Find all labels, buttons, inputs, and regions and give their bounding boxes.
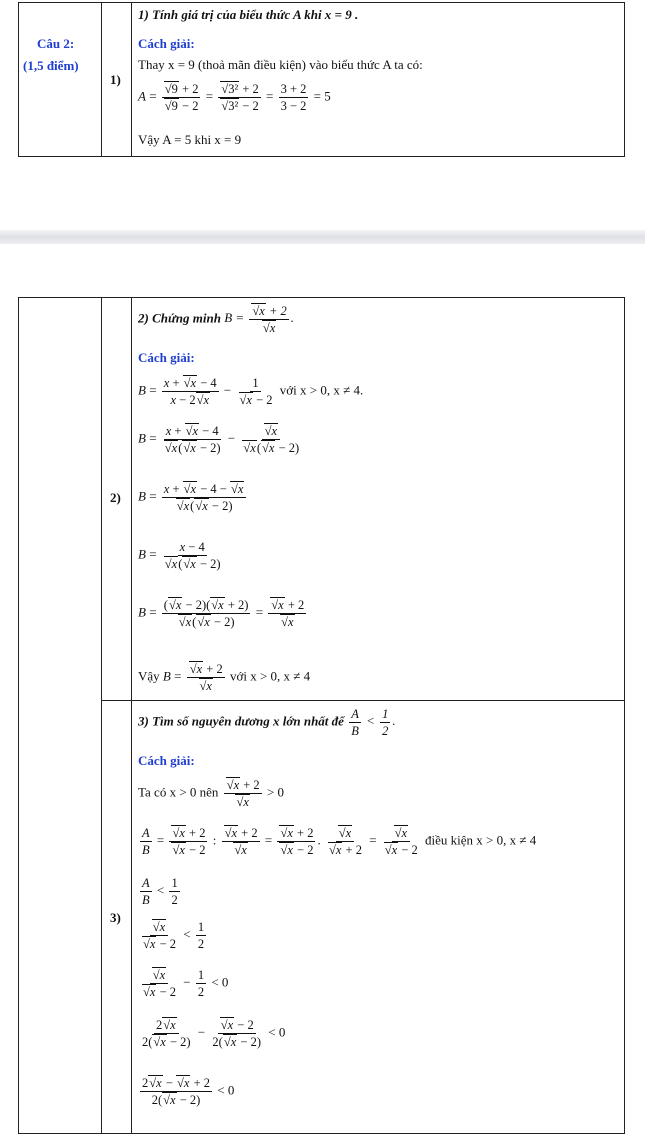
table1-col-divider-2 xyxy=(131,2,132,157)
part2-eq2: B = $\frac{x + √x - 4}{√x(√x - 2)}$ − $\frac{√x}{√x(√x - 2)}$ xyxy=(138,424,300,455)
part2-eq5: B = $\frac{(√x - 2)(√x + 2)}{√x(√x - 2)}$ = $\frac{√x + 2}{√x}$ xyxy=(138,598,305,629)
table1-right-border xyxy=(624,2,625,157)
part3-eq6: $\frac{2√x}{2(√x - 2)}$ − $\frac{√x - 2}{2(√x - 2)}$ < 0 xyxy=(142,1018,286,1049)
table2-bottom-border xyxy=(18,1133,624,1134)
table1-col-divider-1 xyxy=(101,2,102,157)
table1-bottom-border xyxy=(18,156,624,157)
part1-title: 1) Tính giá trị của biểu thức A khi x = 9 . xyxy=(138,7,359,22)
part3-eq5: $\frac{√x}{√x - 2}$ − $\frac{1}{2}$ < 0 xyxy=(143,968,229,999)
table1-left-border xyxy=(18,2,19,157)
table2-col-divider-1 xyxy=(101,297,102,1134)
part2-condition-2: với x > 0, x ≠ 4 xyxy=(229,668,311,684)
part2-number: 2) xyxy=(110,490,121,505)
part3-title-text: 3) Tìm số nguyên dương x lớn nhất để xyxy=(138,713,344,729)
part2-title-text: 2) Chứng minh xyxy=(138,310,221,326)
part3-cach-giai: Cách giải: xyxy=(138,753,195,768)
part3-eq1: Ta có x > 0 nên $\frac{√x + 2}{√x}$ > 0 xyxy=(138,778,285,809)
part3-taco: Ta có x > 0 nên xyxy=(138,784,219,800)
part3-title: 3) Tìm số nguyên dương x lớn nhất để $\frac{A}{B}$ < $\frac{1}{2}$ . xyxy=(138,707,396,738)
part3-eq7: $\frac{2√x - √x + 2}{2(√x - 2)}$ < 0 xyxy=(142,1076,235,1107)
part2-eq3: B = $\frac{x + √x - 4 - √x}{√x(√x - 2)}$ xyxy=(138,482,248,513)
table2-mid-border xyxy=(101,700,624,701)
question-points: (1,5 điểm) xyxy=(23,58,79,73)
part2-eq1: B = $\frac{x + √x - 4}{x - 2√x}$ − $\frac{1}{√x - 2}$ với x > 0, x ≠ 4. xyxy=(138,376,364,407)
part1-number: 1) xyxy=(110,72,121,87)
question-label: Câu 2: xyxy=(37,36,75,51)
table2-col-divider-2 xyxy=(131,297,132,1134)
part3-dieukien: điều kiện x > 0, x ≠ 4 xyxy=(425,832,537,848)
part1-equation: A = $\frac{√9 + 2}{√9 - 2}$ = $\frac{\text{√3² + 2}}{\text{√3² − 2}}$ = $\frac{3 + 2}{3 - 2}$ = 5 xyxy=(138,82,331,113)
part3-eq2: $\frac{A}{B}$ = $\frac{√x + 2}{√x - 2}$ : $\frac{√x + 2}{√x}$ = $\frac{√x + 2}{√x - 2}$ . $\frac{√x}{√x + 2}$ = $\frac{√x}{√x - 2}$ điều kiện x > 0, x ≠ 4 xyxy=(142,826,537,857)
part3-eq4: $\frac{√x}{√x - 2}$ < $\frac{1}{2}$ xyxy=(143,920,205,951)
part2-condition-1: với x > 0, x ≠ 4. xyxy=(279,382,364,398)
part2-cach-giai: Cách giải: xyxy=(138,350,195,365)
page-separator xyxy=(0,230,645,244)
table1-top-border xyxy=(18,2,624,3)
part2-vay: Vậy xyxy=(138,668,160,684)
part1-cach-giai: Cách giải: xyxy=(138,36,195,51)
table2-left-border xyxy=(18,297,19,1134)
part1-substitute-text: Thay x = 9 (thoả mãn điều kiện) vào biểu thức A ta có: xyxy=(138,57,423,72)
part2-eq4: B = $\frac{x - 4}{√x(√x - 2)}$ xyxy=(138,540,221,571)
part2-conclusion: Vậy B = $\frac{√x + 2}{√x}$ với x > 0, x ≠ 4 xyxy=(138,662,311,693)
part3-number: 3) xyxy=(110,910,121,925)
part3-eq3: $\frac{A}{B}$ < $\frac{1}{2}$ xyxy=(142,876,178,907)
table2-right-border xyxy=(624,297,625,1134)
part1-conclusion: Vậy A = 5 khi x = 9 xyxy=(138,132,242,147)
part2-title: 2) Chứng minh B = $\frac{√x + 2}{√x}$ . xyxy=(138,304,295,335)
table2-top-border xyxy=(18,297,624,298)
